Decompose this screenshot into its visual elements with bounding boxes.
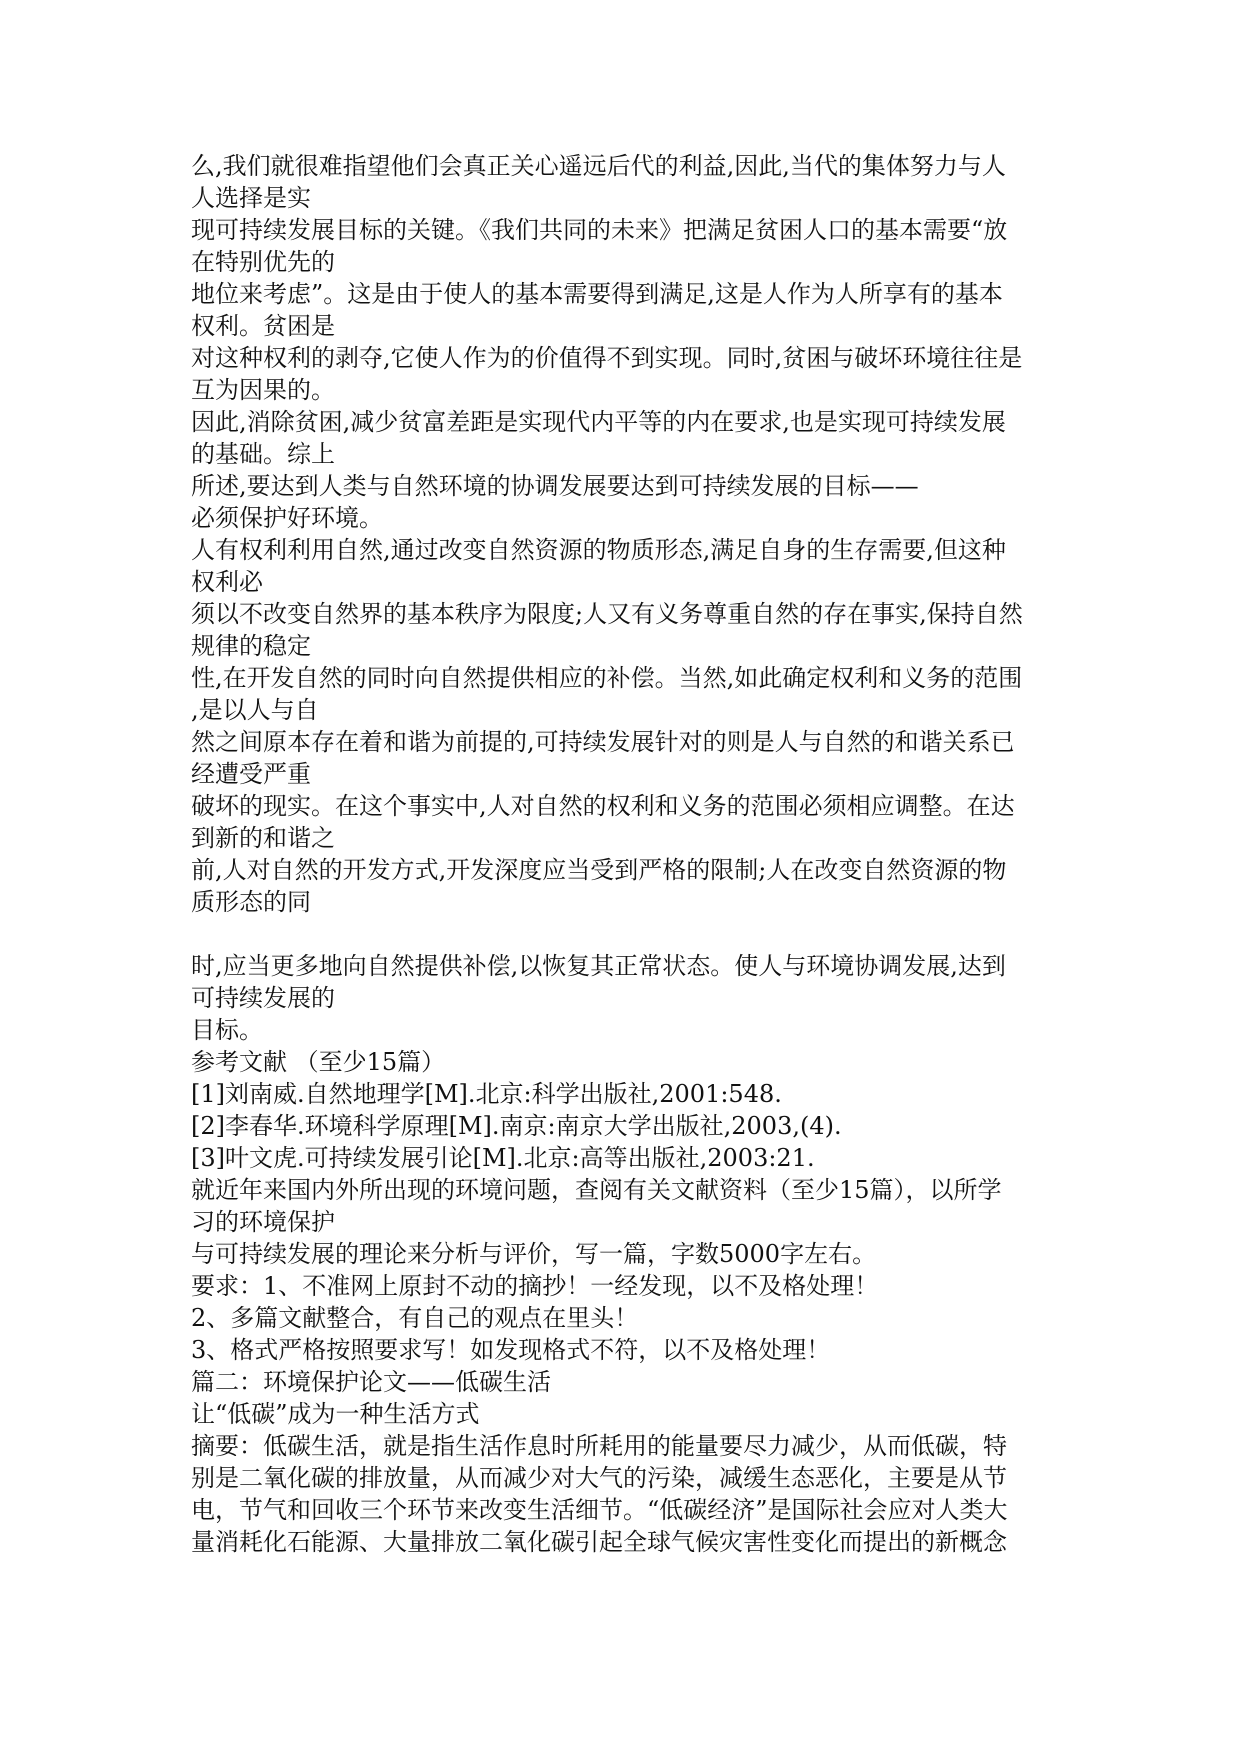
text-line: 么,我们就很难指望他们会真正关心遥远后代的利益,因此,当代的集体努力与人 xyxy=(191,152,1006,180)
text-line: 可持续发展的 xyxy=(191,984,335,1012)
text-line: 必须保护好环境。 xyxy=(191,504,383,532)
text-line: 2、多篇文献整合，有自己的观点在里头！ xyxy=(191,1304,639,1332)
text-line: 权利必 xyxy=(191,568,263,596)
text-line: 时,应当更多地向自然提供补偿,以恢复其正常状态。使人与环境协调发展,达到 xyxy=(191,952,1006,980)
text-line: 权利。贫困是 xyxy=(191,312,335,340)
text-line: 摘要：低碳生活，就是指生活作息时所耗用的能量要尽力减少，从而低碳，特 xyxy=(191,1432,1007,1460)
text-line: 目标。 xyxy=(191,1016,263,1044)
text-line: 在特别优先的 xyxy=(191,248,335,276)
text-line: 然之间原本存在着和谐为前提的,可持续发展针对的则是人与自然的和谐关系已 xyxy=(191,728,1015,756)
text-line: 要求：1、不准网上原封不动的摘抄！一经发现，以不及格处理！ xyxy=(191,1272,879,1300)
text-line: 人有权利利用自然,通过改变自然资源的物质形态,满足自身的生存需要,但这种 xyxy=(191,536,1006,564)
text-line: 量消耗化石能源、大量排放二氧化碳引起全球气候灾害性变化而提出的新概念 xyxy=(191,1528,1007,1556)
text-line: 经遭受严重 xyxy=(191,760,311,788)
text-line: 所述,要达到人类与自然环境的协调发展要达到可持续发展的目标—— xyxy=(191,472,919,500)
text-line: 性,在开发自然的同时向自然提供相应的补偿。当然,如此确定权利和义务的范围 xyxy=(191,664,1023,692)
text-line: 地位来考虑”。这是由于使人的基本需要得到满足,这是人作为人所享有的基本 xyxy=(191,280,1003,308)
text-section-1 xyxy=(191,150,1071,918)
text-line: 的基础。综上 xyxy=(191,440,335,468)
text-line: 就近年来国内外所出现的环境问题，查阅有关文献资料（至少15篇），以所学 xyxy=(191,1176,1002,1204)
document-text xyxy=(191,150,1071,1558)
text-line: 现可持续发展目标的关键。《我们共同的未来》把满足贫困人口的基本需要“放 xyxy=(191,216,1008,244)
text-line: 到新的和谐之 xyxy=(191,824,335,852)
text-line: 电，节气和回收三个环节来改变生活细节。“低碳经济”是国际社会应对人类大 xyxy=(191,1496,1008,1524)
text-line: 对这种权利的剥夺,它使人作为的价值得不到实现。同时,贫困与破坏环境往往是 xyxy=(191,344,1023,372)
text-line: 规律的稳定 xyxy=(191,632,311,660)
text-line: 习的环境保护 xyxy=(191,1208,335,1236)
text-line: 别是二氧化碳的排放量，从而减少对大气的污染，减缓生态恶化，主要是从节 xyxy=(191,1464,1007,1492)
text-line: [3]叶文虎.可持续发展引论[M].北京:高等出版社,2003:21. xyxy=(191,1144,815,1172)
text-line: 质形态的同 xyxy=(191,888,311,916)
text-line: 让“低碳”成为一种生活方式 xyxy=(191,1400,480,1428)
text-line: 因此,消除贫困,减少贫富差距是实现代内平等的内在要求,也是实现可持续发展 xyxy=(191,408,1006,436)
text-line: 前,人对自然的开发方式,开发深度应当受到严格的限制;人在改变自然资源的物 xyxy=(191,856,1007,884)
text-line: 须以不改变自然界的基本秩序为限度;人又有义务尊重自然的存在事实,保持自然 xyxy=(191,600,1023,628)
text-line: [1]刘南威.自然地理学[M].北京:科学出版社,2001:548. xyxy=(191,1080,782,1108)
text-line: 人选择是实 xyxy=(191,184,311,212)
text-line: ,是以人与自 xyxy=(191,696,319,724)
text-line: 参考文献 （至少15篇） xyxy=(191,1048,446,1076)
text-line: [2]李春华.环境科学原理[M].南京:南京大学出版社,2003,(4). xyxy=(191,1112,842,1140)
text-line: 篇二：环境保护论文——低碳生活 xyxy=(191,1368,551,1396)
text-section-2 xyxy=(191,950,1071,1558)
text-line: 互为因果的。 xyxy=(191,376,335,404)
text-line: 破坏的现实。在这个事实中,人对自然的权利和义务的范围必须相应调整。在达 xyxy=(191,792,1015,820)
paragraph-gap xyxy=(191,918,1071,950)
text-line: 3、格式严格按照要求写！如发现格式不符，以不及格处理！ xyxy=(191,1336,831,1364)
text-line: 与可持续发展的理论来分析与评价，写一篇，字数5000字左右。 xyxy=(191,1240,877,1268)
